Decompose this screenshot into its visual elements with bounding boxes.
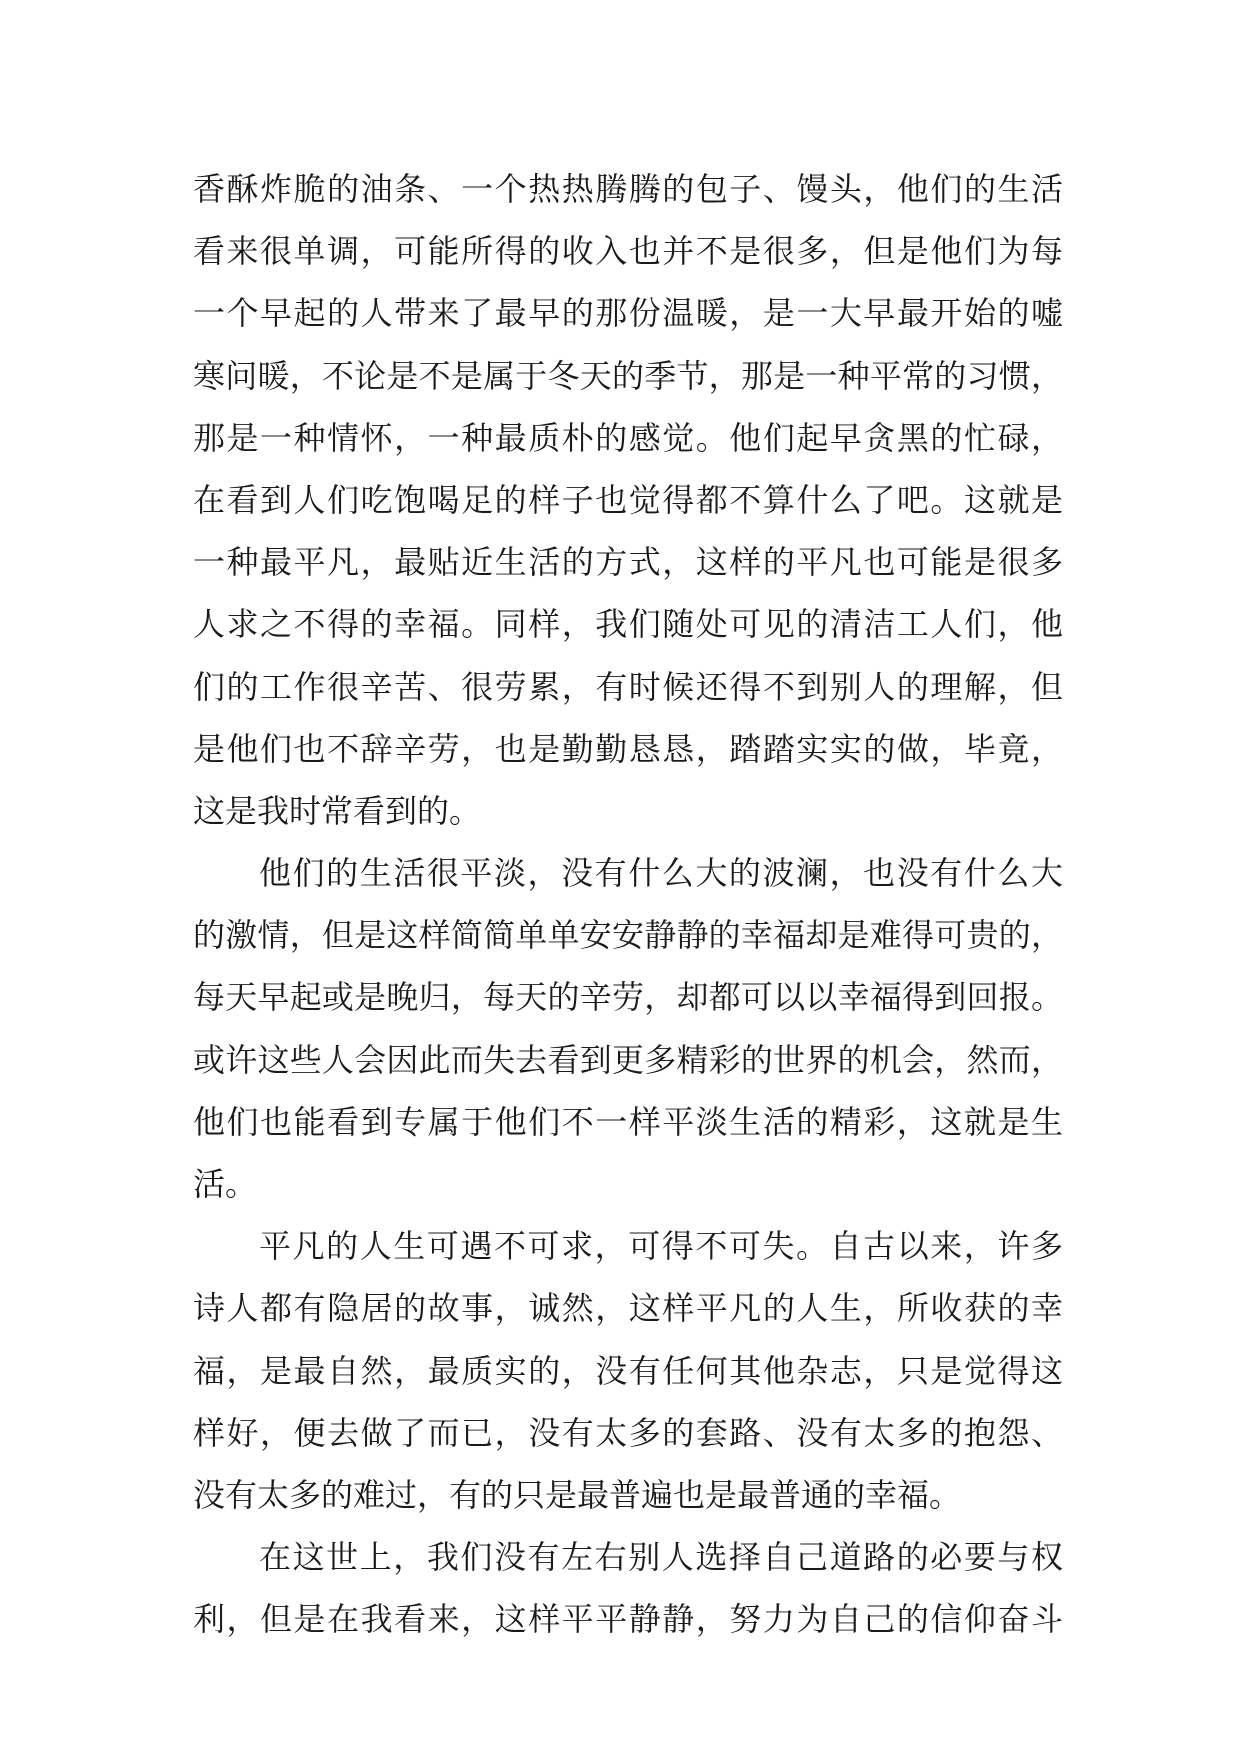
text-line: 每天早起或是晚归，每天的辛劳，却都可以以幸福得到回报。 — [193, 978, 1063, 1017]
text-line: 在看到人们吃饱喝足的样子也觉得都不算什么了吧。这就是 — [193, 480, 1063, 519]
text-line: 的激情，但是这样简简单单安安静静的幸福却是难得可贵的， — [193, 916, 1063, 955]
text-line: 一个早起的人带来了最早的那份温暖，是一大早最开始的嘘 — [193, 294, 1063, 333]
text-line: 是他们也不辞辛劳，也是勤勤恳恳，踏踏实实的做，毕竟， — [193, 729, 1063, 768]
text-line: 这是我时常看到的。 — [193, 791, 482, 830]
text-line: 没有太多的难过，有的只是最普遍也是最普通的幸福。 — [193, 1475, 962, 1514]
text-line: 在这世上，我们没有左右别人选择自己道路的必要与权 — [259, 1538, 1063, 1577]
text-line: 平凡的人生可遇不可求，可得不可失。自古以来，许多 — [259, 1227, 1063, 1266]
text-line: 利，但是在我看来，这样平平静静，努力为自己的信仰奋斗 — [193, 1600, 1063, 1639]
text-line: 寒问暖，不论是不是属于冬天的季节，那是一种平常的习惯， — [193, 356, 1063, 395]
body-text — [193, 158, 1063, 1651]
text-line: 看来很单调，可能所得的收入也并不是很多，但是他们为每 — [193, 232, 1063, 271]
text-line: 或许这些人会因此而失去看到更多精彩的世界的机会，然而， — [193, 1040, 1063, 1079]
text-line: 那是一种情怀，一种最质朴的感觉。他们起早贪黑的忙碌， — [193, 418, 1063, 457]
text-line: 香酥炸脆的油条、一个热热腾腾的包子、馒头，他们的生活 — [193, 170, 1063, 208]
text-line: 人求之不得的幸福。同样，我们随处可见的清洁工人们，他 — [193, 605, 1063, 644]
text-line: 诗人都有隐居的故事，诚然，这样平凡的人生，所收获的幸 — [193, 1289, 1063, 1328]
text-line: 福，是最自然，最质实的，没有任何其他杂志，只是觉得这 — [193, 1351, 1063, 1390]
text-line: 一种最平凡，最贴近生活的方式，这样的平凡也可能是很多 — [193, 543, 1063, 582]
text-line: 活。 — [193, 1165, 258, 1203]
text-line: 他们也能看到专属于他们不一样平淡生活的精彩，这就是生 — [193, 1102, 1063, 1141]
text-line: 他们的生活很平淡，没有什么大的波澜，也没有什么大 — [259, 854, 1063, 893]
text-line: 样好，便去做了而已，没有太多的套路、没有太多的抱怨、 — [193, 1413, 1063, 1452]
text-line: 们的工作很辛苦、很劳累，有时候还得不到别人的理解，但 — [193, 667, 1063, 706]
